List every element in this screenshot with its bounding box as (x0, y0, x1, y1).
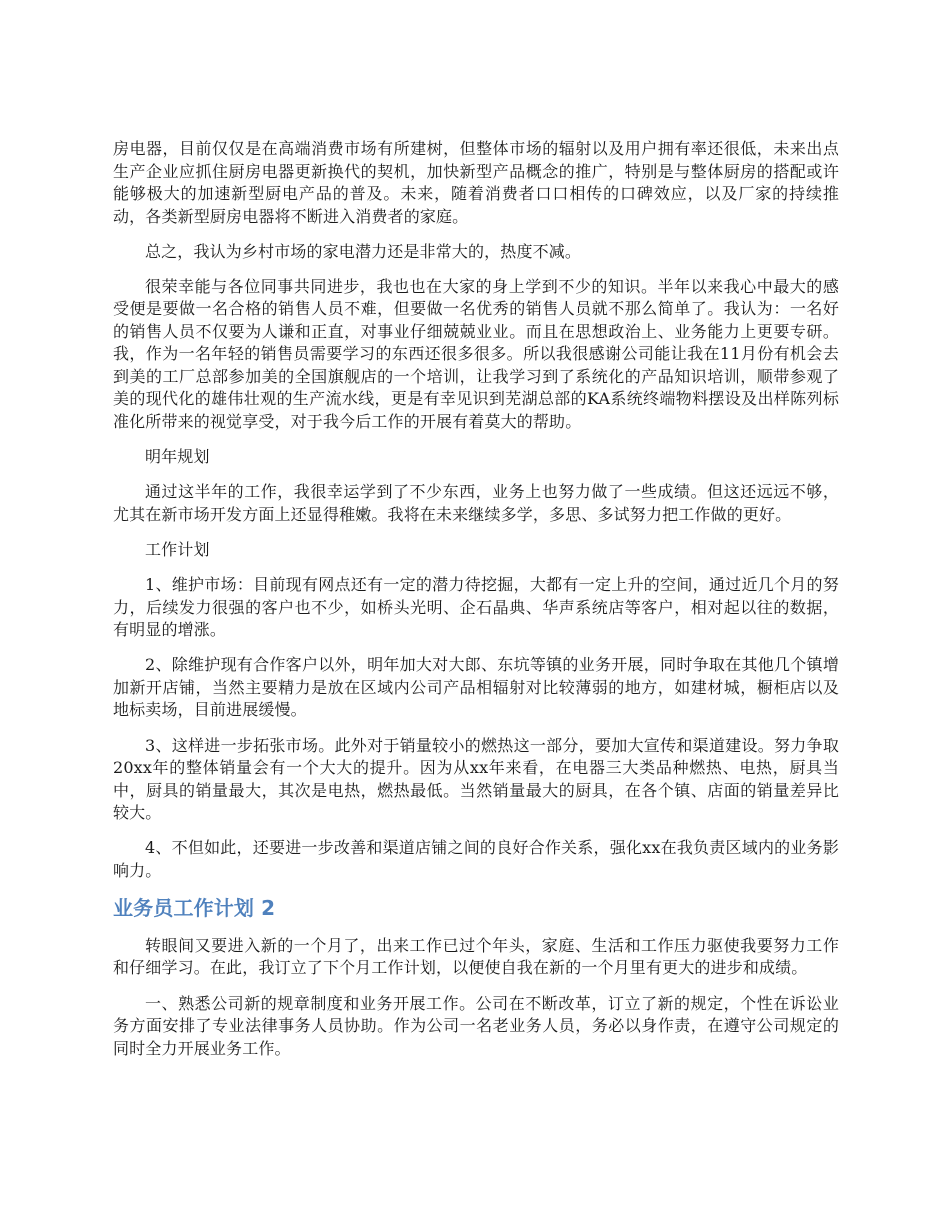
document-page (113, 138, 839, 1073)
paragraph-intro-plan-2: 转眼间又要进入新的一个月了，出来工作已过个年头，家庭、生活和工作压力驱使我要努力工作和仔细学习。在此，我订立了下个月工作计划，以便使自我在新的一个月里有更大的进步和成绩。 (113, 935, 839, 978)
paragraph-plan-item-4: 4、不但如此，还要进一步改善和渠道店铺之间的良好合作关系，强化xx在我负责区域内的业务影响力。 (113, 838, 839, 880)
section-heading: 业务员工作计划 2 (113, 895, 276, 920)
paragraph-plan-item-2: 2、除维护现有合作客户以外，明年加大对大郎、东坑等镇的业务开展，同时争取在其他几个镇增加新开店铺，当然主要精力是放在区域内公司产品相辐射对比较薄弱的地方，如建材城，橱柜店以及地标卖场，目前进展缓慢。 (113, 655, 839, 720)
paragraph-rules-familiarization: 一、熟悉公司新的规章制度和业务开展工作。公司在不断改革，订立了新的规定，个性在诉讼业务方面安排了专业法律事务人员协助。作为公司一名老业务人员，务必以身作责，在遵守公司规定的同时全力开展业务工作。 (113, 993, 839, 1058)
paragraph-work-plan-label: 工作计划 (145, 539, 210, 559)
paragraph-half-year-summary: 通过这半年的工作，我很幸运学到了不少东西，业务上也努力做了一些成绩。但这还远远不够，尤其在新市场开发方面上还显得稚嫩。我将在未来继续多学，多思、多试努力把工作做的更好。 (113, 482, 839, 524)
paragraph-next-year-plan-label: 明年规划 (145, 447, 210, 467)
paragraph-training-experience: 很荣幸能与各位同事共同进步，我也也在大家的身上学到不少的知识。半年以来我心中最大的感受便是要做一名合格的销售人员不难，但要做一名优秀的销售人员就不那么简单了。我认为：一名好的销售人员不仅要为人谦和正直，对事业仔细兢兢业业。而且在思想政治上、业务能力上更要专研。我，作为一名年轻的销售员需要学习的东西还很多很多。所以我很感谢公司能让我在11月份有机会去到美的工厂总部参加美的全国旗舰店的一个培训，让我学习到了系统化的产品知识培训，顺带参观了美的现代化的雄伟壮观的生产流水线，更是有幸见识到芜湖总部的KA系统终端物料摆设及出样陈列标准化所带来的视觉享受，对于我今后工作的开展有着莫大的帮助。 (113, 276, 839, 431)
paragraph-plan-item-3: 3、这样进一步拓张市场。此外对于销量较小的燃热这一部分，要加大宣传和渠道建设。努力争取20xx年的整体销量会有一个大大的提升。因为从xx年来看，在电器三大类品种燃热、电热，厨具当中，厨具的销量最大，其次是电热，燃热最低。当然销量最大的厨具，在各个镇、店面的销量差异比较大。 (113, 735, 839, 822)
paragraph-kitchen-appliances: 房电器，目前仅仅是在高端消费市场有所建树，但整体市场的辐射以及用户拥有率还很低，未来出点生产企业应抓住厨房电器更新换代的契机，加快新型产品概念的推广，特别是与整体厨房的搭配或许能够极大的加速新型厨电产品的普及。未来，随着消费者口口相传的口碑效应，以及厂家的持续推动，各类新型厨房电器将不断进入消费者的家庭。 (113, 139, 839, 226)
paragraph-plan-item-1: 1、维护市场：目前现有网点还有一定的潜力待挖掘，大都有一定上升的空间，通过近几个月的努力，后续发力很强的客户也不少，如桥头光明、企石晶典、华声系统店等客户，相对起以往的数据，有明显的增涨。 (113, 575, 839, 640)
paragraph-rural-market: 总之，我认为乡村市场的家电潜力还是非常大的，热度不减。 (145, 241, 582, 261)
